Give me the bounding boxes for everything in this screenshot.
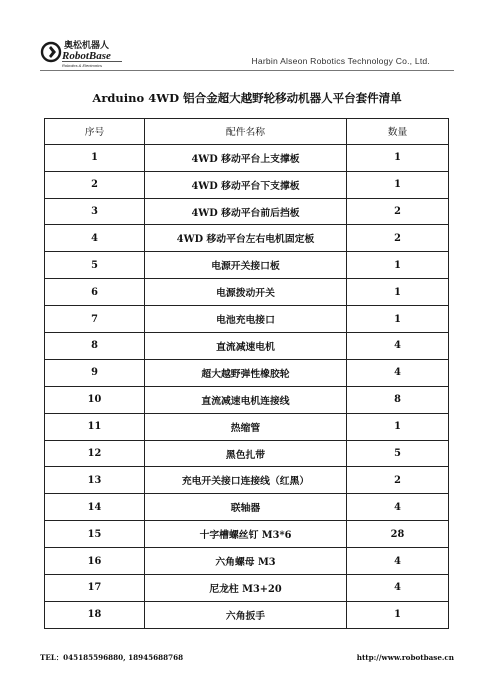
cell-part-name: 六角螺母 M3 xyxy=(145,548,347,575)
cell-quantity: 5 xyxy=(347,440,449,467)
table-row xyxy=(45,359,449,386)
cell-no: 12 xyxy=(45,440,145,467)
table-row xyxy=(45,575,449,602)
cell-no: 14 xyxy=(45,494,145,521)
table-row xyxy=(45,413,449,440)
cell-quantity: 2 xyxy=(347,198,449,225)
cell-part-name: 4WD 移动平台下支撑板 xyxy=(145,171,347,198)
cell-no: 17 xyxy=(45,575,145,602)
cell-part-name: 联轴器 xyxy=(145,494,347,521)
cell-quantity: 1 xyxy=(347,601,449,628)
column-header-name: 配件名称 xyxy=(145,119,347,145)
cell-quantity: 8 xyxy=(347,386,449,413)
cell-quantity: 4 xyxy=(347,548,449,575)
cell-part-name: 十字槽螺丝钉 M3*6 xyxy=(145,521,347,548)
cell-no: 7 xyxy=(45,306,145,333)
table-row xyxy=(45,144,449,171)
cell-part-name: 热缩管 xyxy=(145,413,347,440)
cell-part-name: 电源开关接口板 xyxy=(145,252,347,279)
parts-list-table xyxy=(44,118,449,629)
cell-part-name: 4WD 移动平台前后挡板 xyxy=(145,198,347,225)
cell-part-name: 4WD 移动平台左右电机固定板 xyxy=(145,225,347,252)
cell-no: 1 xyxy=(45,144,145,171)
cell-no: 10 xyxy=(45,386,145,413)
logo-mark-icon xyxy=(40,38,160,68)
column-header-qty: 数量 xyxy=(347,119,449,145)
cell-part-name: 电池充电接口 xyxy=(145,306,347,333)
table-body xyxy=(45,144,449,628)
cell-no: 4 xyxy=(45,225,145,252)
cell-no: 5 xyxy=(45,252,145,279)
cell-part-name: 直流减速电机连接线 xyxy=(145,386,347,413)
table-row xyxy=(45,306,449,333)
cell-no: 3 xyxy=(45,198,145,225)
table-row xyxy=(45,521,449,548)
table-row xyxy=(45,171,449,198)
cell-part-name: 尼龙柱 M3+20 xyxy=(145,575,347,602)
cell-no: 15 xyxy=(45,521,145,548)
cell-part-name: 超大越野弹性橡胶轮 xyxy=(145,359,347,386)
logo-en-text: RobotBase xyxy=(62,50,111,62)
table-header-row xyxy=(45,119,449,145)
logo-cn-text: 奥松机器人 xyxy=(64,41,110,51)
cell-no: 9 xyxy=(45,359,145,386)
cell-quantity: 4 xyxy=(347,494,449,521)
cell-quantity: 4 xyxy=(347,359,449,386)
cell-part-name: 4WD 移动平台上支撑板 xyxy=(145,144,347,171)
robotbase-logo xyxy=(40,38,160,68)
table-row xyxy=(45,440,449,467)
table-row xyxy=(45,386,449,413)
cell-part-name: 黑色扎带 xyxy=(145,440,347,467)
document-title: Arduino 4WD 铝合金超大越野轮移动机器人平台套件清单 xyxy=(92,91,402,105)
cell-no: 8 xyxy=(45,333,145,360)
table-row xyxy=(45,548,449,575)
cell-quantity: 1 xyxy=(347,279,449,306)
footer-phone: TEL：045185596880, 18945688768 xyxy=(40,653,184,662)
cell-no: 16 xyxy=(45,548,145,575)
footer-website-link[interactable]: http://www.robotbase.cn xyxy=(356,653,454,662)
cell-no: 6 xyxy=(45,279,145,306)
cell-quantity: 2 xyxy=(347,225,449,252)
cell-quantity: 1 xyxy=(347,144,449,171)
cell-part-name: 电源拨动开关 xyxy=(145,279,347,306)
cell-quantity: 2 xyxy=(347,467,449,494)
logo-sub-text: Robotics & Electronics xyxy=(62,63,103,68)
cell-no: 11 xyxy=(45,413,145,440)
table-row xyxy=(45,494,449,521)
table-row xyxy=(45,252,449,279)
cell-quantity: 1 xyxy=(347,252,449,279)
cell-quantity: 4 xyxy=(347,333,449,360)
table-row xyxy=(45,279,449,306)
table-row xyxy=(45,225,449,252)
cell-quantity: 1 xyxy=(347,171,449,198)
table-row xyxy=(45,601,449,628)
cell-part-name: 充电开关接口连接线（红黑） xyxy=(145,467,347,494)
cell-part-name: 六角扳手 xyxy=(145,601,347,628)
cell-no: 13 xyxy=(45,467,145,494)
cell-quantity: 28 xyxy=(347,521,449,548)
table-row xyxy=(45,467,449,494)
column-header-no: 序号 xyxy=(45,119,145,145)
header-divider xyxy=(40,70,454,71)
company-name: Harbin Alseon Robotics Technology Co., Ltd. xyxy=(251,56,430,66)
cell-quantity: 4 xyxy=(347,575,449,602)
cell-part-name: 直流减速电机 xyxy=(145,333,347,360)
cell-no: 18 xyxy=(45,601,145,628)
page-header xyxy=(0,0,494,70)
table-row xyxy=(45,198,449,225)
cell-quantity: 1 xyxy=(347,306,449,333)
table-row xyxy=(45,333,449,360)
cell-quantity: 1 xyxy=(347,413,449,440)
cell-no: 2 xyxy=(45,171,145,198)
